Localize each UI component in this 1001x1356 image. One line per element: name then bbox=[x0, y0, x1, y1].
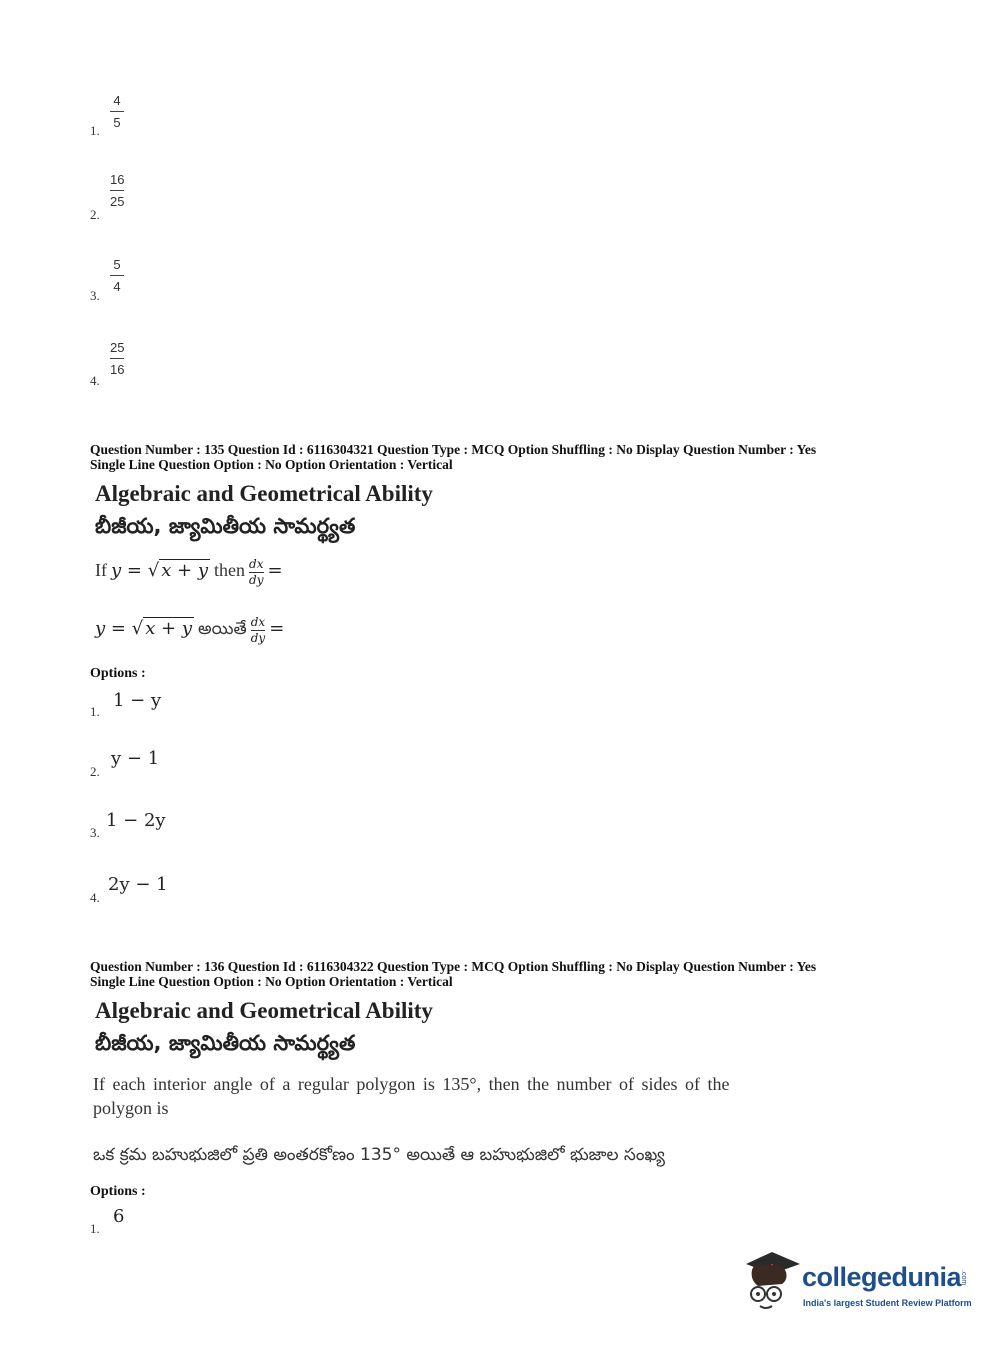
text-if: If bbox=[95, 560, 107, 581]
subject-title: Algebraic and Geometrical Ability bbox=[95, 998, 433, 1023]
question-text-telugu: ఒక క్రమ బహుభుజిలో ప్రతి అంతరకోణం 135° అయితే ఆ బహుభుజిలో భుజాల సంఖ్య bbox=[93, 1145, 665, 1165]
denominator: 4 bbox=[113, 279, 121, 294]
question-meta-line1: Question Number : 136 Question Id : 6116304322 Question Type : MCQ Option Shuffling : No Display Question Number : Yes bbox=[90, 959, 817, 974]
deriv-denominator: dy bbox=[250, 631, 266, 645]
question-meta-line1: Question Number : 135 Question Id : 6116304321 Question Type : MCQ Option Shuffling : No Display Question Number : Yes bbox=[90, 442, 817, 457]
numerator: 5 bbox=[113, 257, 121, 272]
options-label: Options : bbox=[90, 666, 146, 681]
question-text-english-line2: polygon is bbox=[93, 1098, 169, 1118]
subject-title-telugu: బీజీయ, జ్యామితీయ సామర్థ్యత bbox=[95, 514, 356, 538]
expr-root: x + y bbox=[145, 618, 193, 640]
expr-y: y = bbox=[111, 560, 148, 582]
denominator: 5 bbox=[113, 115, 121, 130]
fraction bbox=[110, 172, 124, 209]
option-number: 1. bbox=[90, 123, 100, 138]
mascot-icon bbox=[742, 1250, 802, 1312]
equals-sign: = bbox=[267, 560, 283, 582]
question-text-english bbox=[95, 558, 283, 587]
denominator: 16 bbox=[110, 362, 125, 377]
fraction bbox=[110, 257, 124, 294]
option-value: 1 − y bbox=[113, 690, 162, 711]
option-number: 1. bbox=[90, 704, 100, 719]
text-ayite: అయితే bbox=[198, 619, 247, 640]
math-expression: y = √ x + y bbox=[111, 560, 209, 582]
numerator: 4 bbox=[113, 93, 121, 108]
derivative-fraction bbox=[249, 558, 263, 587]
option-value: 2y − 1 bbox=[108, 874, 168, 895]
denominator: 25 bbox=[110, 194, 125, 209]
logo-dotcom: .com bbox=[960, 1270, 967, 1286]
subject-title-telugu: బీజీయ, జ్యామితీయ సామర్థ్యత bbox=[95, 1031, 356, 1055]
collegedunia-logo bbox=[742, 1250, 972, 1320]
option-number: 4. bbox=[90, 373, 100, 388]
option-value: 1 − 2y bbox=[106, 810, 166, 831]
text-then: then bbox=[214, 560, 246, 581]
question-text-telugu bbox=[95, 616, 284, 645]
option-number: 3. bbox=[90, 288, 100, 303]
question-meta-line2: Single Line Question Option : No Option Orientation : Vertical bbox=[90, 457, 453, 472]
numerator: 16 bbox=[110, 172, 125, 187]
logo-wordmark: collegedunia bbox=[802, 1262, 962, 1292]
logo-tagline: India's largest Student Review Platform bbox=[803, 1298, 972, 1308]
subject-title: Algebraic and Geometrical Ability bbox=[95, 481, 433, 506]
deriv-numerator: dx bbox=[249, 557, 264, 571]
expr-y: y = bbox=[95, 618, 132, 640]
question-text-english-line1: If each interior angle of a regular polygon is 135°, then the number of sides of the bbox=[93, 1074, 730, 1094]
expr-root: x + y bbox=[161, 560, 209, 582]
option-number: 4. bbox=[90, 890, 100, 905]
option-value: y − 1 bbox=[111, 748, 160, 769]
option-number: 2. bbox=[90, 207, 100, 222]
option-value: 6 bbox=[113, 1206, 125, 1227]
option-number: 3. bbox=[90, 825, 100, 840]
fraction bbox=[110, 340, 124, 377]
option-number: 2. bbox=[90, 764, 100, 779]
numerator: 25 bbox=[110, 340, 125, 355]
deriv-numerator: dx bbox=[250, 615, 266, 629]
question-meta-line2: Single Line Question Option : No Option Orientation : Vertical bbox=[90, 974, 453, 989]
equals-sign: = bbox=[269, 618, 285, 640]
option-number: 1. bbox=[90, 1221, 100, 1236]
fraction bbox=[110, 93, 124, 130]
deriv-denominator: dy bbox=[249, 573, 264, 587]
math-expression: y = √ x + y bbox=[95, 618, 193, 640]
options-label: Options : bbox=[90, 1184, 146, 1199]
derivative-fraction bbox=[251, 616, 265, 645]
